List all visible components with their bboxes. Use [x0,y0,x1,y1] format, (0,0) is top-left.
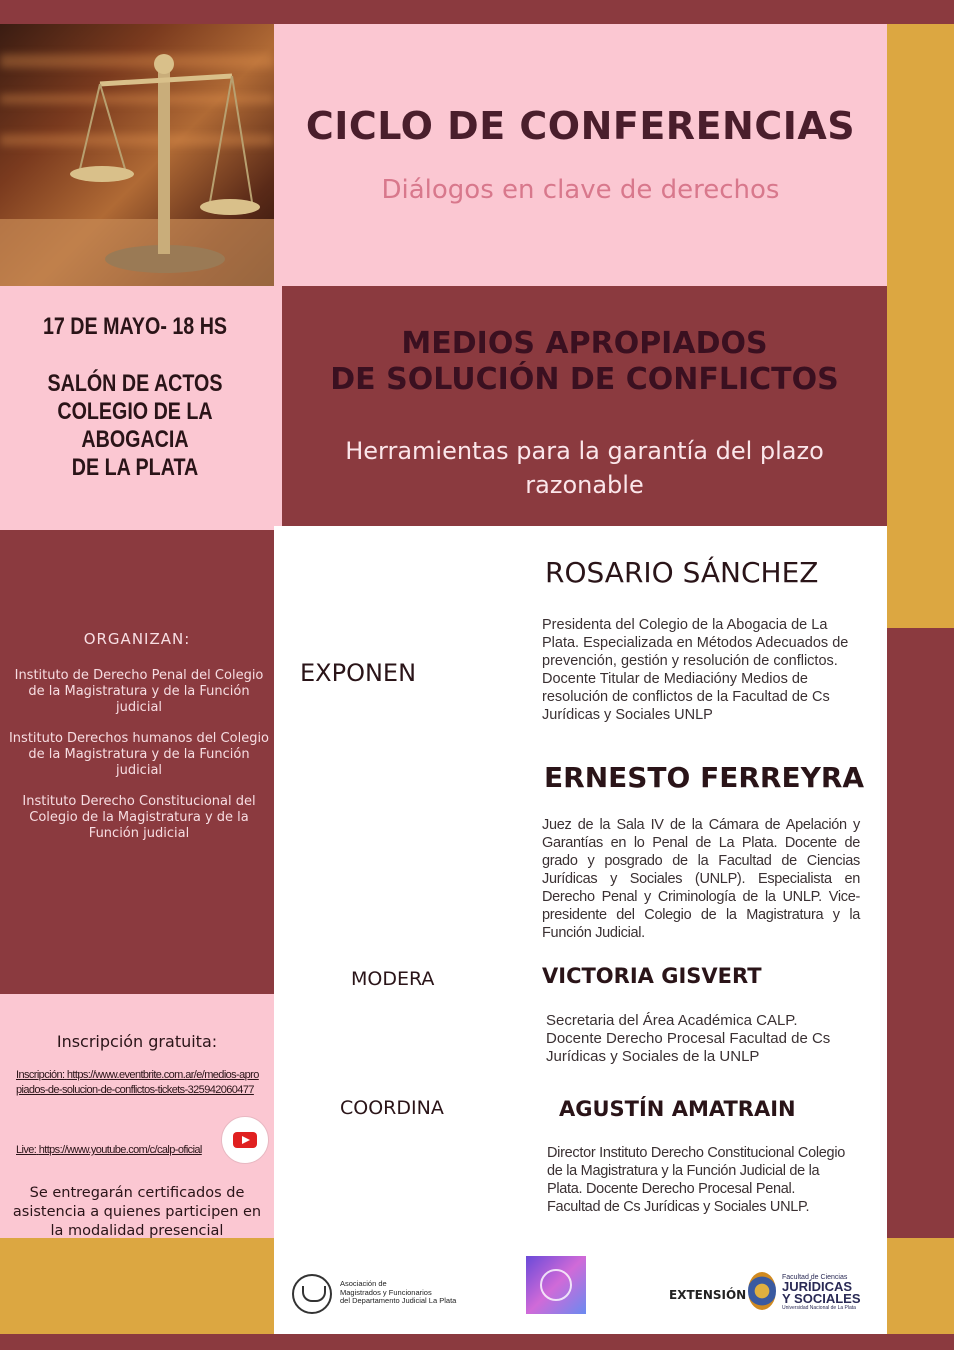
faculty-small: Facultad de Ciencias [782,1274,848,1281]
role-modera: MODERA [351,968,435,990]
date-venue-panel [0,286,282,530]
role-coordina: COORDINA [340,1097,444,1119]
live-link[interactable] [16,1144,226,1156]
venue-line: SALÓN DE ACTOS [47,370,223,397]
organizer-item: Instituto de Derecho Penal del Colegio de la Magistratura y de la Función judicial [14,668,264,715]
bottom-band [0,1334,954,1350]
event-series-title: CICLO DE CONFERENCIAS [305,104,856,148]
association-line: Asociación de [340,1279,387,1288]
event-series-subtitle: Diálogos en clave de derechos [381,175,780,205]
venue-line: COLEGIO DE LA ABOGACIA [57,398,213,453]
certificates-note: Se entregarán certificados de asistencia a quienes participen en la modalidad presencial [12,1185,262,1239]
university-seal-icon [748,1272,776,1310]
coordinator-name: AGUSTÍN AMATRAIN [559,1097,796,1121]
moderator-name: VICTORIA GISVERT [542,964,762,988]
registration-panel [0,994,274,1238]
faculty-uni: Universidad Nacional de La Plata [782,1305,856,1311]
organizers-panel [0,530,274,994]
faculty-logo-text [782,1274,861,1311]
speaker-name: ERNESTO FERREYRA [544,761,865,794]
association-line: Magistrados y Funcionarios [340,1287,432,1297]
live-link-url[interactable]: https://www.youtube.com/c/calp-oficial [38,1144,202,1156]
moderator-bio [546,1012,856,1066]
organizer-item: Instituto Derechos humanos del Colegio de la Magistratura y de la Función judicial [8,731,270,778]
event-date-time: 17 DE MAYO- 18 HS [42,313,228,340]
organizer-item: Instituto Derecho Constitucional del Colegio de la Magistratura y de la Función judicial [22,794,256,841]
faculty-big: Y SOCIALES [782,1291,861,1306]
youtube-badge[interactable] [221,1116,269,1164]
scales-photo [0,24,274,286]
calp-seal-icon [540,1269,572,1301]
faculty-big: JURÍDICAS [782,1279,853,1294]
moderator-bio-line: Secretaria del Área Académica CALP. [546,1012,798,1029]
coordinator-bio: Director Instituto Derecho Constitucional Colegio de la Magistratura y la Función Judicial de la Plata. Docente Derecho Procesal Penal. Facultad de Cs Jurídicas y Sociales UNLP. [547,1145,846,1215]
youtube-icon [233,1132,257,1148]
topic-subtitle: Herramientas para la garantía del plazo razonable [345,437,824,499]
topic-title-line: MEDIOS APROPIADOS [401,326,768,361]
topic-title-line: DE SOLUCIÓN DE CONFLICTOS [330,362,839,397]
association-name [340,1280,456,1306]
registration-link-prefix: Inscripción: [16,1069,65,1081]
event-venue [24,370,245,482]
registration-link[interactable] [16,1068,264,1098]
organizers-list [6,668,272,857]
speaker-bio: Presidenta del Colegio de la Abogacia de La Plata. Especializada en Métodos Adecuados de prevención, gestión y resolución de conflictos. Docente Titular de Mediacióny Medios de resolución de conflictos de la Facultad de Cs Jurídicas y Sociales UNLP [542,617,849,723]
speaker-bio: Juez de la Sala IV de la Cámara de Apelación y Garantías en lo Penal de La Plata. Docente de grado y posgrado de la Facultad de Ciencias Jurídicas y Sociales (UNLP). Especialista en Derecho Penal y Criminología de la UNLP. Vice-presidente del Colegio de la Magistratura y la Función Judicial. [542,817,860,941]
header-panel [274,24,887,286]
organizers-label: ORGANIZAN: [83,630,191,648]
moderator-bio-line: Docente Derecho Procesal Facultad de Cs Jurídicas y Sociales de la UNLP [546,1030,831,1065]
registration-label: Inscripción gratuita: [56,1032,218,1051]
role-exponen: EXPONEN [300,659,417,687]
footer-logos [274,1238,887,1334]
registration-link-url[interactable]: https://www.eventbrite.com.ar/e/medios-apropiados-de-solucion-de-conflictos-tickets-325942060477 [16,1069,259,1096]
top-band [0,0,954,24]
association-logo-icon [292,1274,332,1314]
scales-icon [0,24,274,286]
live-link-prefix: Live: [16,1144,37,1156]
calp-logo [526,1256,586,1314]
right-maroon-band [887,628,954,1238]
topic-panel [282,286,887,526]
topic-title [282,326,887,398]
association-line: del Departamento Judicial La Plata [340,1296,457,1305]
extension-label: EXTENSIÓN [669,1288,747,1302]
speakers-panel [274,526,887,1238]
venue-line: DE LA PLATA [71,454,199,481]
speaker-name: ROSARIO SÁNCHEZ [545,556,819,589]
right-gold-band [887,24,954,628]
